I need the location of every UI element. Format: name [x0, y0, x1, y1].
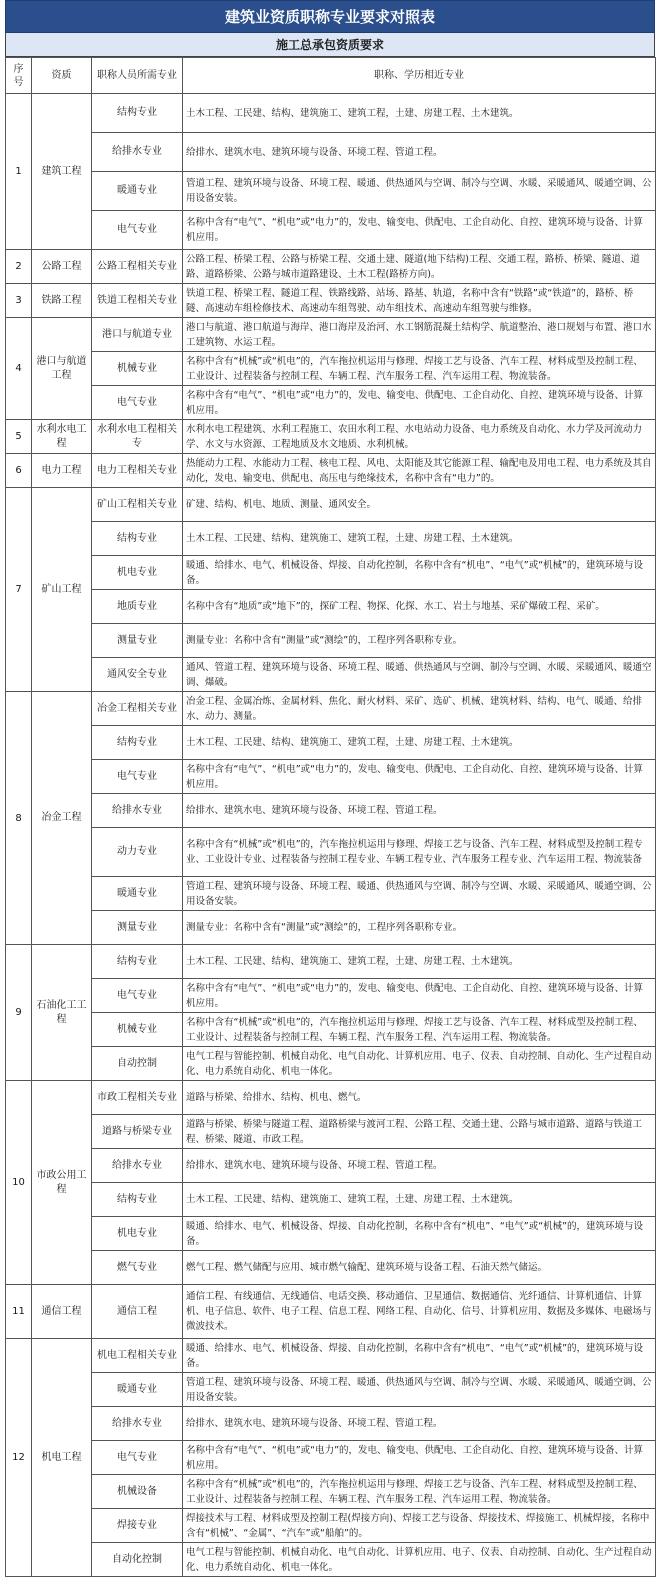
qualification-cell: 冶金工程: [32, 692, 92, 945]
row-number: 4: [6, 318, 32, 420]
header-no: 序号: [6, 58, 32, 94]
specialty-cell: 机械专业: [92, 352, 183, 386]
related-majors-cell: 矿建、结构、机电、地质、测量、通风安全。: [183, 488, 656, 522]
related-majors-cell: 管道工程、建筑环境与设备、环境工程、暖通、供热通风与空调、制冷与空调、水暖、采暖通风、暖通空调、公用设备安装。: [183, 172, 656, 211]
table-row: [6, 488, 656, 522]
related-majors-cell: 冶金工程、金属冶炼、金属材料、焦化、耐火材料、采矿、选矿、机械、建筑材料、结构、电气、暖通、给排水、动力、测量。: [183, 692, 656, 726]
related-majors-cell: 名称中含有“地质”或“地下”的，探矿工程、物探、化探、水工、岩土与地基、采矿爆破工程、采矿。: [183, 590, 656, 624]
related-majors-cell: 燃气工程、燃气储配与应用、城市燃气输配、建筑环境与设备工程、石油天然气储运。: [183, 1251, 656, 1285]
specialty-cell: 铁道工程相关专业: [92, 284, 183, 318]
related-majors-cell: 名称中含有“电气”、“机电”或“电力”的，发电、输变电、供配电、工企自动化、自控、建筑环境与设备、计算机应用。: [183, 386, 656, 420]
table-row: [6, 979, 656, 1013]
related-majors-cell: 土木工程、工民建、结构、建筑施工、建筑工程，土建、房建工程、土木建筑。: [183, 945, 656, 979]
table-row: [6, 1149, 656, 1183]
table-body: [6, 94, 656, 1577]
specialty-cell: 暖通专业: [92, 1373, 183, 1407]
related-majors-cell: 通风、管道工程、建筑环境与设备、环境工程、暖通、供热通风与空调、制冷与空调、水暖、采暖通风、暖通空调、爆破。: [183, 658, 656, 692]
related-majors-cell: 水利水电工程建筑、水利工程施工、农田水利工程、水电站动力设备、电力系统及自动化、水力学及河流动力学、水文与水资源、工程地质及水文地质、水利机械。: [183, 420, 656, 454]
related-majors-cell: 港口与航道、港口航道与海岸、港口海岸及治河、水工钢筋混凝土结构学、航道整治、港口规划与布置、港口水工建筑物、水运工程。: [183, 318, 656, 352]
qualification-cell: 水利水电工程: [32, 420, 92, 454]
row-number: 8: [6, 692, 32, 945]
specialty-cell: 市政工程相关专业: [92, 1081, 183, 1115]
row-number: 11: [6, 1285, 32, 1339]
table-row: [6, 556, 656, 590]
specialty-cell: 机械设备: [92, 1475, 183, 1509]
requirements-table: [5, 57, 656, 1577]
table-row: [6, 726, 656, 760]
specialty-cell: 水利水电工程相关专: [92, 420, 183, 454]
specialty-cell: 冶金工程相关专业: [92, 692, 183, 726]
qualification-cell: 矿山工程: [32, 488, 92, 692]
table-row: [6, 420, 656, 454]
table-row: [6, 911, 656, 945]
table-row: [6, 1543, 656, 1577]
table-row: [6, 133, 656, 172]
qualification-cell: 公路工程: [32, 250, 92, 284]
specialty-cell: 自动化控制: [92, 1543, 183, 1577]
specialty-cell: 测量专业: [92, 624, 183, 658]
related-majors-cell: 道路与桥梁、桥梁与隧道工程、道路桥梁与渡河工程、公路工程、交通土建、公路与城市道路、道路与铁道工程、桥梁、隧道、市政工程。: [183, 1115, 656, 1149]
header-qualification: 资质: [32, 58, 92, 94]
table-row: [6, 590, 656, 624]
specialty-cell: 结构专业: [92, 522, 183, 556]
table-row: [6, 624, 656, 658]
related-majors-cell: 给排水、建筑水电、建筑环境与设备、环境工程、管道工程。: [183, 1407, 656, 1441]
qualification-cell: 市政公用工程: [32, 1081, 92, 1285]
related-majors-cell: 名称中含有“机械”或“机电”的，汽车拖拉机运用与修理、焊接工艺与设备、汽车工程、材料成型及控制工程专业、工业设计专业、过程装备与控制工程专业、车辆工程专业、汽车服务工程专业、汽车运用工程、物流装备: [183, 828, 656, 877]
specialty-cell: 暖通专业: [92, 172, 183, 211]
specialty-cell: 动力专业: [92, 828, 183, 877]
table-row: [6, 692, 656, 726]
table-row: [6, 172, 656, 211]
row-number: 5: [6, 420, 32, 454]
related-majors-cell: 通信工程、有线通信、无线通信、电话交换、移动通信、卫星通信、数据通信、光纤通信、计算机通信、计算机、电子信息、软件、电子工程、信息工程、网络工程、自动化、信号、计算机应用、数据及多媒体、电磁场与微波技术。: [183, 1285, 656, 1339]
table-row: [6, 877, 656, 911]
table-row: [6, 1475, 656, 1509]
specialty-cell: 公路工程相关专业: [92, 250, 183, 284]
row-number: 12: [6, 1339, 32, 1577]
related-majors-cell: 测量专业：名称中含有“测量”或“测绘”的，工程序列各职称专业。: [183, 624, 656, 658]
related-majors-cell: 暖通、给排水、电气、机械设备、焊接、自动化控制，名称中含有“机电”、“电气”或“机械”的，建筑环境与设备。: [183, 556, 656, 590]
specialty-cell: 结构专业: [92, 94, 183, 133]
table-row: [6, 945, 656, 979]
row-number: 10: [6, 1081, 32, 1285]
specialty-cell: 结构专业: [92, 1183, 183, 1217]
specialty-cell: 给排水专业: [92, 794, 183, 828]
table-row: [6, 250, 656, 284]
specialty-cell: 电气专业: [92, 1441, 183, 1475]
related-majors-cell: 名称中含有“机械”或“机电”的，汽车拖拉机运用与修理、焊接工艺与设备、汽车工程、材料成型及控制工程、工业设计、过程装备与控制工程、车辆工程、汽车服务工程、汽车运用工程、物流装备。: [183, 1475, 656, 1509]
specialty-cell: 机电专业: [92, 1217, 183, 1251]
table-row: [6, 658, 656, 692]
related-majors-cell: 暖通、给排水、电气、机械设备、焊接、自动化控制，名称中含有“机电”、“电气”或“机械”的，建筑环境与设备。: [183, 1217, 656, 1251]
row-number: 3: [6, 284, 32, 318]
table-row: [6, 318, 656, 352]
table-row: [6, 1251, 656, 1285]
specialty-cell: 自动控制: [92, 1047, 183, 1081]
table-row: [6, 1217, 656, 1251]
specialty-cell: 通风安全专业: [92, 658, 183, 692]
specialty-cell: 焊接专业: [92, 1509, 183, 1543]
specialty-cell: 通信工程: [92, 1285, 183, 1339]
related-majors-cell: 名称中含有“机械”或“机电”的，汽车拖拉机运用与修理、焊接工艺与设备、汽车工程、材料成型及控制工程、工业设计、过程装备与控制工程、车辆工程、汽车服务工程、汽车运用工程、物流装备。: [183, 352, 656, 386]
related-majors-cell: 管道工程、建筑环境与设备、环境工程、暖通、供热通风与空调、制冷与空调、水暖、采暖通风、暖通空调、公用设备安装。: [183, 1373, 656, 1407]
table-row: [6, 352, 656, 386]
related-majors-cell: 热能动力工程、水能动力工程、核电工程、风电、太阳能及其它能源工程、输配电及用电工程、电力系统及其自动化，发电、输变电、供配电、高压电与绝缘技术，名称中含有“电力”的。: [183, 454, 656, 488]
table-header-row: [6, 58, 656, 94]
table-row: [6, 1013, 656, 1047]
header-related-majors: 职称、学历相近专业: [183, 58, 656, 94]
row-number: 6: [6, 454, 32, 488]
specialty-cell: 电气专业: [92, 760, 183, 794]
related-majors-cell: 土木工程、工民建、结构、建筑施工、建筑工程，土建、房建工程、土木建筑。: [183, 94, 656, 133]
related-majors-cell: 土木工程、工民建、结构、建筑施工、建筑工程，土建、房建工程、土木建筑。: [183, 726, 656, 760]
qualification-cell: 石油化工工程: [32, 945, 92, 1081]
specialty-cell: 机械专业: [92, 1013, 183, 1047]
related-majors-cell: 道路与桥梁、给排水、结构、机电、燃气。: [183, 1081, 656, 1115]
related-majors-cell: 公路工程、桥梁工程、公路与桥梁工程、交通土建、隧道(地下结构)工程、交通工程，路桥、桥梁、隧道、道路、道路桥梁、公路与城市道路建设、土木工程(路桥方向)。: [183, 250, 656, 284]
specialty-cell: 给排水专业: [92, 1149, 183, 1183]
related-majors-cell: 暖通、给排水、电气、机械设备、焊接、自动化控制，名称中含有“机电”、“电气”或“机械”的，建筑环境与设备。: [183, 1339, 656, 1373]
page-title: 建筑业资质职称专业要求对照表: [5, 0, 655, 33]
related-majors-cell: 给排水、建筑水电、建筑环境与设备、环境工程、管道工程。: [183, 1149, 656, 1183]
table-row: [6, 1509, 656, 1543]
related-majors-cell: 电气工程与智能控制、机械自动化、电气自动化、计算机应用、电子、仪表、自动控制、自动化、生产过程自动化、电力系统自动化、机电一体化。: [183, 1047, 656, 1081]
table-row: [6, 1373, 656, 1407]
related-majors-cell: 焊接技术与工程、材料成型及控制工程(焊接方向)、焊接工艺与设备、焊接技术、焊接施工、机械焊接，名称中含有“机械”、“金属”、“汽车”或“船舶”的。: [183, 1509, 656, 1543]
qualification-cell: 港口与航道工程: [32, 318, 92, 420]
row-number: 1: [6, 94, 32, 250]
table-row: [6, 94, 656, 133]
related-majors-cell: 土木工程、工民建、结构、建筑施工、建筑工程，土建、房建工程、土木建筑。: [183, 1183, 656, 1217]
table-row: [6, 1407, 656, 1441]
qualification-cell: 机电工程: [32, 1339, 92, 1577]
specialty-cell: 道路与桥梁专业: [92, 1115, 183, 1149]
qualification-cell: 建筑工程: [32, 94, 92, 250]
specialty-cell: 暖通专业: [92, 877, 183, 911]
specialty-cell: 电气专业: [92, 211, 183, 250]
table-row: [6, 284, 656, 318]
table-row: [6, 211, 656, 250]
related-majors-cell: 名称中含有“电气”、“机电”或“电力”的，发电、输变电、供配电、工企自动化、自控、建筑环境与设备、计算机应用。: [183, 979, 656, 1013]
section-subtitle: 施工总承包资质要求: [5, 33, 655, 57]
table-row: [6, 454, 656, 488]
row-number: 9: [6, 945, 32, 1081]
specialty-cell: 结构专业: [92, 726, 183, 760]
related-majors-cell: 测量专业：名称中含有“测量”或“测绘”的，工程序列各职称专业。: [183, 911, 656, 945]
specialty-cell: 给排水专业: [92, 1407, 183, 1441]
table-row: [6, 1115, 656, 1149]
table-row: [6, 794, 656, 828]
specialty-cell: 电气专业: [92, 979, 183, 1013]
related-majors-cell: 名称中含有“电气”、“机电”或“电力”的，发电、输变电、供配电、工企自动化、自控、建筑环境与设备、计算机应用。: [183, 1441, 656, 1475]
specialty-cell: 港口与航道专业: [92, 318, 183, 352]
related-majors-cell: 名称中含有“机械”或“机电”的，汽车拖拉机运用与修理、焊接工艺与设备、汽车工程、材料成型及控制工程、工业设计、过程装备与控制工程、车辆工程、汽车服务工程、汽车运用工程、物流装备。: [183, 1013, 656, 1047]
table-row: [6, 1081, 656, 1115]
specialty-cell: 测量专业: [92, 911, 183, 945]
specialty-cell: 地质专业: [92, 590, 183, 624]
related-majors-cell: 名称中含有“电气”、“机电”或“电力”的，发电、输变电、供配电、工企自动化、自控、建筑环境与设备、计算机应用。: [183, 211, 656, 250]
qualification-cell: 电力工程: [32, 454, 92, 488]
specialty-cell: 燃气专业: [92, 1251, 183, 1285]
specialty-cell: 机电专业: [92, 556, 183, 590]
table-row: [6, 1441, 656, 1475]
qualification-cell: 通信工程: [32, 1285, 92, 1339]
specialty-cell: 电力工程相关专业: [92, 454, 183, 488]
row-number: 2: [6, 250, 32, 284]
specialty-cell: 给排水专业: [92, 133, 183, 172]
table-row: [6, 828, 656, 877]
table-row: [6, 1183, 656, 1217]
specialty-cell: 机电工程相关专业: [92, 1339, 183, 1373]
table-row: [6, 1047, 656, 1081]
qualification-cell: 铁路工程: [32, 284, 92, 318]
related-majors-cell: 名称中含有“电气”、“机电”或“电力”的，发电、输变电、供配电、工企自动化、自控、建筑环境与设备、计算机应用。: [183, 760, 656, 794]
related-majors-cell: 管道工程、建筑环境与设备、环境工程、暖通、供热通风与空调、制冷与空调、水暖、采暖通风、暖通空调、公用设备安装。: [183, 877, 656, 911]
specialty-cell: 矿山工程相关专业: [92, 488, 183, 522]
header-specialty: 职称人员所需专业: [92, 58, 183, 94]
specialty-cell: 电气专业: [92, 386, 183, 420]
table-row: [6, 522, 656, 556]
related-majors-cell: 给排水、建筑水电、建筑环境与设备、环境工程、管道工程。: [183, 133, 656, 172]
related-majors-cell: 电气工程与智能控制、机械自动化、电气自动化、计算机应用、电子、仪表、自动控制、自动化、生产过程自动化、电力系统自动化、机电一体化。: [183, 1543, 656, 1577]
table-row: [6, 1285, 656, 1339]
related-majors-cell: 土木工程、工民建、结构、建筑施工、建筑工程，土建、房建工程、土木建筑。: [183, 522, 656, 556]
related-majors-cell: 给排水、建筑水电、建筑环境与设备、环境工程、管道工程。: [183, 794, 656, 828]
table-row: [6, 760, 656, 794]
row-number: 7: [6, 488, 32, 692]
related-majors-cell: 铁道工程、桥梁工程、隧道工程、铁路线路、站场、路基、轨道，名称中含有“铁路”或“铁道”的，路桥、桥隧、高速动车组检修技术、高速动车组驾驶、动车组技术、高速动车组驾驶与维修。: [183, 284, 656, 318]
table-row: [6, 386, 656, 420]
table-row: [6, 1339, 656, 1373]
specialty-cell: 结构专业: [92, 945, 183, 979]
